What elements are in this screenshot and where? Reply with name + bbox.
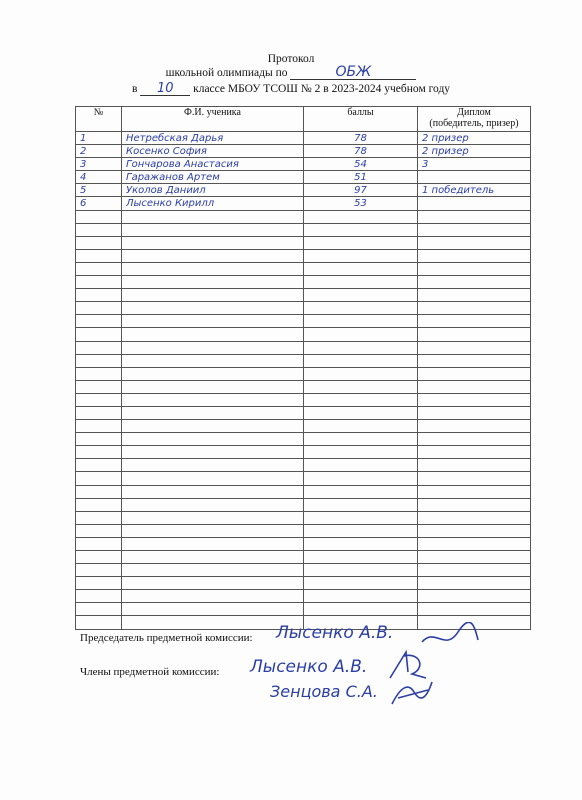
- table-row-empty: [76, 289, 531, 302]
- empty-cell: [76, 459, 122, 472]
- empty-cell: [418, 367, 531, 380]
- empty-cell: [122, 446, 304, 459]
- table-row-empty: [76, 446, 531, 459]
- empty-cell: [122, 590, 304, 603]
- empty-cell: [418, 524, 531, 537]
- empty-cell: [304, 354, 418, 367]
- empty-cell: [418, 328, 531, 341]
- results-body: [76, 132, 531, 630]
- empty-cell: [418, 551, 531, 564]
- empty-cell: [76, 590, 122, 603]
- empty-cell: [304, 537, 418, 550]
- student-name: Лысенко Кирилл: [122, 197, 304, 210]
- empty-cell: [122, 564, 304, 577]
- empty-cell: [122, 249, 304, 262]
- table-row: [76, 171, 531, 184]
- empty-cell: [76, 433, 122, 446]
- grade-suffix: классе МБОУ ТСОШ № 2 в 2023-2024 учебном году: [193, 83, 451, 95]
- subject-value: ОБЖ: [335, 64, 372, 80]
- empty-cell: [304, 603, 418, 616]
- table-row-empty: [76, 433, 531, 446]
- empty-cell: [122, 577, 304, 590]
- table-row-empty: [76, 315, 531, 328]
- empty-cell: [76, 537, 122, 550]
- empty-cell: [122, 276, 304, 289]
- empty-cell: [304, 511, 418, 524]
- empty-cell: [122, 551, 304, 564]
- empty-cell: [418, 341, 531, 354]
- empty-cell: [418, 537, 531, 550]
- table-row-empty: [76, 551, 531, 564]
- table-row-empty: [76, 302, 531, 315]
- empty-cell: [122, 498, 304, 511]
- table-row-empty: [76, 406, 531, 419]
- table-row-empty: [76, 537, 531, 550]
- diploma: 2 призер: [418, 132, 531, 145]
- empty-cell: [418, 603, 531, 616]
- empty-cell: [122, 472, 304, 485]
- empty-cell: [122, 236, 304, 249]
- table-row: [76, 197, 531, 210]
- empty-cell: [304, 498, 418, 511]
- members-label: Члены предметной комиссии:: [80, 666, 220, 678]
- empty-cell: [122, 537, 304, 550]
- grade-blank: [140, 83, 190, 96]
- empty-cell: [418, 393, 531, 406]
- table-row: [76, 145, 531, 158]
- table-row-empty: [76, 511, 531, 524]
- empty-cell: [122, 511, 304, 524]
- empty-cell: [122, 223, 304, 236]
- table-header-row: [76, 107, 531, 132]
- col-number: №: [76, 107, 122, 132]
- table-row-empty: [76, 223, 531, 236]
- empty-cell: [76, 551, 122, 564]
- empty-cell: [76, 446, 122, 459]
- empty-cell: [304, 577, 418, 590]
- diploma: 2 призер: [418, 145, 531, 158]
- empty-cell: [304, 302, 418, 315]
- empty-cell: [304, 564, 418, 577]
- table-row-empty: [76, 380, 531, 393]
- empty-cell: [122, 485, 304, 498]
- empty-cell: [418, 249, 531, 262]
- table-row-empty: [76, 210, 531, 223]
- empty-cell: [76, 249, 122, 262]
- empty-cell: [418, 276, 531, 289]
- grade-value: 10: [156, 81, 174, 96]
- empty-cell: [122, 420, 304, 433]
- empty-cell: [418, 433, 531, 446]
- col-score: баллы: [304, 107, 418, 132]
- empty-cell: [76, 472, 122, 485]
- empty-cell: [418, 511, 531, 524]
- table-row-empty: [76, 341, 531, 354]
- table-row-empty: [76, 236, 531, 249]
- olympiad-subject-line: [0, 66, 582, 80]
- empty-cell: [418, 289, 531, 302]
- chair-label: Председатель предметной комиссии:: [80, 632, 253, 644]
- empty-cell: [304, 276, 418, 289]
- empty-cell: [76, 341, 122, 354]
- score: 97: [304, 184, 418, 197]
- empty-cell: [418, 406, 531, 419]
- empty-cell: [122, 367, 304, 380]
- empty-cell: [76, 315, 122, 328]
- empty-cell: [122, 406, 304, 419]
- empty-cell: [76, 498, 122, 511]
- table-row-empty: [76, 459, 531, 472]
- empty-cell: [304, 590, 418, 603]
- protocol-title: Протокол: [267, 53, 315, 65]
- empty-cell: [418, 472, 531, 485]
- diploma: 3: [418, 158, 531, 171]
- empty-cell: [122, 603, 304, 616]
- empty-cell: [76, 564, 122, 577]
- empty-cell: [122, 328, 304, 341]
- empty-cell: [418, 498, 531, 511]
- empty-cell: [122, 459, 304, 472]
- empty-cell: [304, 380, 418, 393]
- subject-prefix: школьной олимпиады по: [165, 67, 288, 79]
- empty-cell: [122, 302, 304, 315]
- empty-cell: [122, 433, 304, 446]
- row-number: 6: [76, 197, 122, 210]
- col-name: Ф.И. ученика: [122, 107, 304, 132]
- empty-cell: [304, 406, 418, 419]
- empty-cell: [122, 354, 304, 367]
- empty-cell: [304, 472, 418, 485]
- table-row-empty: [76, 249, 531, 262]
- empty-cell: [76, 420, 122, 433]
- row-number: 1: [76, 132, 122, 145]
- member1-signature: Лысенко А.В.: [250, 657, 368, 677]
- student-name: Косенко София: [122, 145, 304, 158]
- empty-cell: [418, 262, 531, 275]
- empty-cell: [122, 393, 304, 406]
- table-row-empty: [76, 328, 531, 341]
- empty-cell: [122, 380, 304, 393]
- empty-cell: [304, 393, 418, 406]
- table-row-empty: [76, 393, 531, 406]
- member2-signature: Зенцова С.А.: [270, 682, 378, 701]
- table-row-empty: [76, 262, 531, 275]
- empty-cell: [76, 276, 122, 289]
- diploma: 1 победитель: [418, 184, 531, 197]
- score: 53: [304, 197, 418, 210]
- empty-cell: [304, 210, 418, 223]
- empty-cell: [418, 577, 531, 590]
- row-number: 4: [76, 171, 122, 184]
- empty-cell: [418, 302, 531, 315]
- empty-cell: [76, 603, 122, 616]
- score: 54: [304, 158, 418, 171]
- empty-cell: [304, 262, 418, 275]
- empty-cell: [122, 262, 304, 275]
- empty-cell: [418, 223, 531, 236]
- table-row-empty: [76, 485, 531, 498]
- diploma: [418, 171, 531, 184]
- table-row-empty: [76, 472, 531, 485]
- empty-cell: [304, 446, 418, 459]
- empty-cell: [76, 328, 122, 341]
- table-row: [76, 184, 531, 197]
- empty-cell: [76, 380, 122, 393]
- empty-cell: [122, 289, 304, 302]
- table-row-empty: [76, 524, 531, 537]
- empty-cell: [76, 577, 122, 590]
- subject-blank: [290, 66, 416, 80]
- empty-cell: [76, 236, 122, 249]
- table-row: [76, 158, 531, 171]
- table-row-empty: [76, 603, 531, 616]
- empty-cell: [304, 459, 418, 472]
- member2-signature-flourish: [388, 678, 434, 708]
- empty-cell: [76, 524, 122, 537]
- score: 78: [304, 132, 418, 145]
- empty-cell: [122, 341, 304, 354]
- student-name: Уколов Даниил: [122, 184, 304, 197]
- diploma: [418, 197, 531, 210]
- score: 78: [304, 145, 418, 158]
- empty-cell: [76, 354, 122, 367]
- empty-cell: [304, 315, 418, 328]
- table-row-empty: [76, 276, 531, 289]
- empty-cell: [76, 511, 122, 524]
- results-table: [75, 106, 531, 630]
- table-row-empty: [76, 564, 531, 577]
- table-row-empty: [76, 498, 531, 511]
- empty-cell: [122, 210, 304, 223]
- empty-cell: [418, 564, 531, 577]
- chair-signature: Лысенко А.В.: [276, 623, 394, 643]
- grade-prefix: в: [131, 83, 138, 95]
- empty-cell: [418, 315, 531, 328]
- empty-cell: [76, 302, 122, 315]
- score: 51: [304, 171, 418, 184]
- empty-cell: [304, 367, 418, 380]
- table-row: [76, 132, 531, 145]
- empty-cell: [76, 262, 122, 275]
- student-name: Гаражанов Артем: [122, 171, 304, 184]
- table-row-empty: [76, 590, 531, 603]
- empty-cell: [122, 315, 304, 328]
- empty-cell: [304, 551, 418, 564]
- empty-cell: [304, 341, 418, 354]
- empty-cell: [304, 249, 418, 262]
- student-name: Нетребская Дарья: [122, 132, 304, 145]
- row-number: 2: [76, 145, 122, 158]
- empty-cell: [304, 236, 418, 249]
- empty-cell: [76, 616, 122, 629]
- empty-cell: [304, 223, 418, 236]
- empty-cell: [304, 524, 418, 537]
- student-name: Гончарова Анастасия: [122, 158, 304, 171]
- empty-cell: [418, 420, 531, 433]
- empty-cell: [418, 236, 531, 249]
- empty-cell: [418, 210, 531, 223]
- empty-cell: [76, 223, 122, 236]
- empty-cell: [76, 210, 122, 223]
- empty-cell: [418, 446, 531, 459]
- empty-cell: [76, 393, 122, 406]
- empty-cell: [76, 367, 122, 380]
- empty-cell: [304, 289, 418, 302]
- empty-cell: [418, 485, 531, 498]
- row-number: 3: [76, 158, 122, 171]
- empty-cell: [122, 524, 304, 537]
- empty-cell: [76, 406, 122, 419]
- empty-cell: [76, 485, 122, 498]
- row-number: 5: [76, 184, 122, 197]
- empty-cell: [304, 485, 418, 498]
- empty-cell: [418, 459, 531, 472]
- table-row-empty: [76, 354, 531, 367]
- empty-cell: [418, 354, 531, 367]
- empty-cell: [418, 380, 531, 393]
- empty-cell: [76, 289, 122, 302]
- empty-cell: [304, 328, 418, 341]
- table-row-empty: [76, 577, 531, 590]
- empty-cell: [304, 420, 418, 433]
- col-diploma: Диплом (победитель, призер): [418, 107, 531, 132]
- empty-cell: [304, 433, 418, 446]
- empty-cell: [418, 590, 531, 603]
- table-row-empty: [76, 420, 531, 433]
- table-row-empty: [76, 367, 531, 380]
- grade-line: [0, 82, 582, 96]
